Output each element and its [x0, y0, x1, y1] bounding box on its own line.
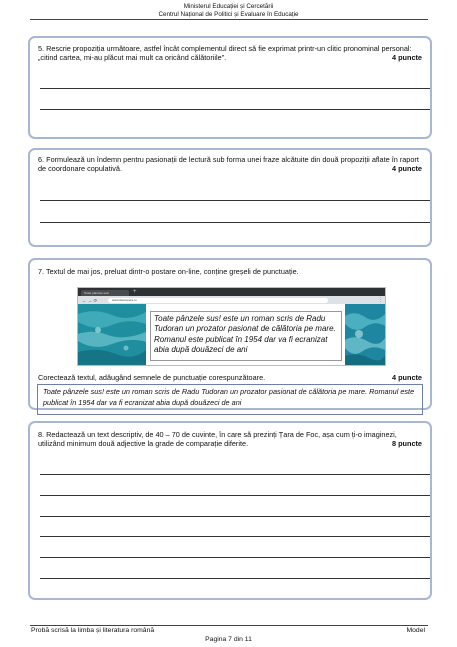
browser-menu-icon: ⋮	[378, 297, 383, 303]
question-6-panel	[28, 148, 432, 247]
footer-divider	[30, 625, 428, 626]
answer-line[interactable]	[40, 88, 430, 89]
answer-line[interactable]	[40, 109, 430, 110]
question-5-text: 5. Rescrie propoziția următoare, astfel încât complementul direct să fie exprimat printr-un clitic pronominal personal: „citind cartea, mi-au plăcut mai mult ca oricând călătoriile”.	[38, 44, 412, 62]
question-7-instruction: Corectează textul, adăugând semnele de punctuație corespunzătoare.	[38, 373, 266, 382]
header-center: Centrul Național de Politici și Evaluare în Educație	[158, 10, 299, 18]
question-6-text: 6. Formulează un îndemn pentru pasionații de lectură sub forma unei fraze alcătuite din două propoziții aflate în raport de coordonare copulativă.	[38, 155, 419, 173]
answer-line[interactable]	[40, 516, 430, 517]
header-ministry: Ministerul Educației și Cercetării	[183, 3, 274, 10]
answer-line[interactable]	[40, 474, 430, 475]
browser-tab-bar	[78, 288, 386, 296]
question-7-points: 4 puncte	[391, 373, 422, 382]
answer-line[interactable]	[40, 495, 430, 496]
question-7-answer-box[interactable]: Toate pânzele sus! este un roman scris de Radu Tudoran un prozator pasionat de călătoria pe mare. Romanul este publicat în 1954 dar va fi ecranizat abia după douăzeci de ani	[37, 384, 423, 415]
new-tab-icon: +	[133, 288, 137, 295]
question-6-points: 4 puncte	[391, 164, 422, 173]
header-divider	[30, 19, 428, 20]
sea-photo-left	[78, 304, 146, 366]
footer-model: Model	[406, 627, 425, 634]
answer-line[interactable]	[40, 578, 430, 579]
browser-url: www.descopera.ro	[108, 298, 328, 303]
answer-line[interactable]	[40, 200, 430, 201]
footer-page-number: Pagina 7 din 11	[205, 636, 252, 643]
question-7-intro: 7. Textul de mai jos, preluat dintr-o postare on-line, conține greșeli de punctuație.	[38, 267, 299, 276]
browser-tab: Toate pânzele sus!	[81, 290, 129, 297]
question-8-panel	[28, 421, 432, 600]
answer-line[interactable]	[40, 222, 430, 223]
question-7-panel	[28, 258, 432, 410]
browser-screenshot	[77, 287, 386, 366]
question-5-panel	[28, 36, 432, 139]
browser-address-bar	[78, 296, 386, 304]
answer-line[interactable]	[40, 557, 430, 558]
navigation-arrows-icon: ← → ⟳	[82, 297, 98, 303]
footer-subject: Probă scrisă la limba și literatura română	[31, 627, 155, 634]
question-8-points: 8 puncte	[391, 439, 422, 448]
sea-photo-right	[345, 304, 385, 366]
question-5-points: 4 puncte	[391, 53, 422, 62]
answer-line[interactable]	[40, 536, 430, 537]
post-text: Toate pânzele sus! este un roman scris de Radu Tudoran un prozator pasionat de călătoria pe mare. Romanul este publicat în 1954 dar va fi ecranizat abia după douăzeci de ani	[150, 311, 342, 361]
question-8-text: 8. Redactează un text descriptiv, de 40 – 70 de cuvinte, în care să prezinți Țara de Foc, așa cum ți-o imaginezi, utilizând minimum două adjective la grade de comparație diferite.	[38, 430, 397, 448]
